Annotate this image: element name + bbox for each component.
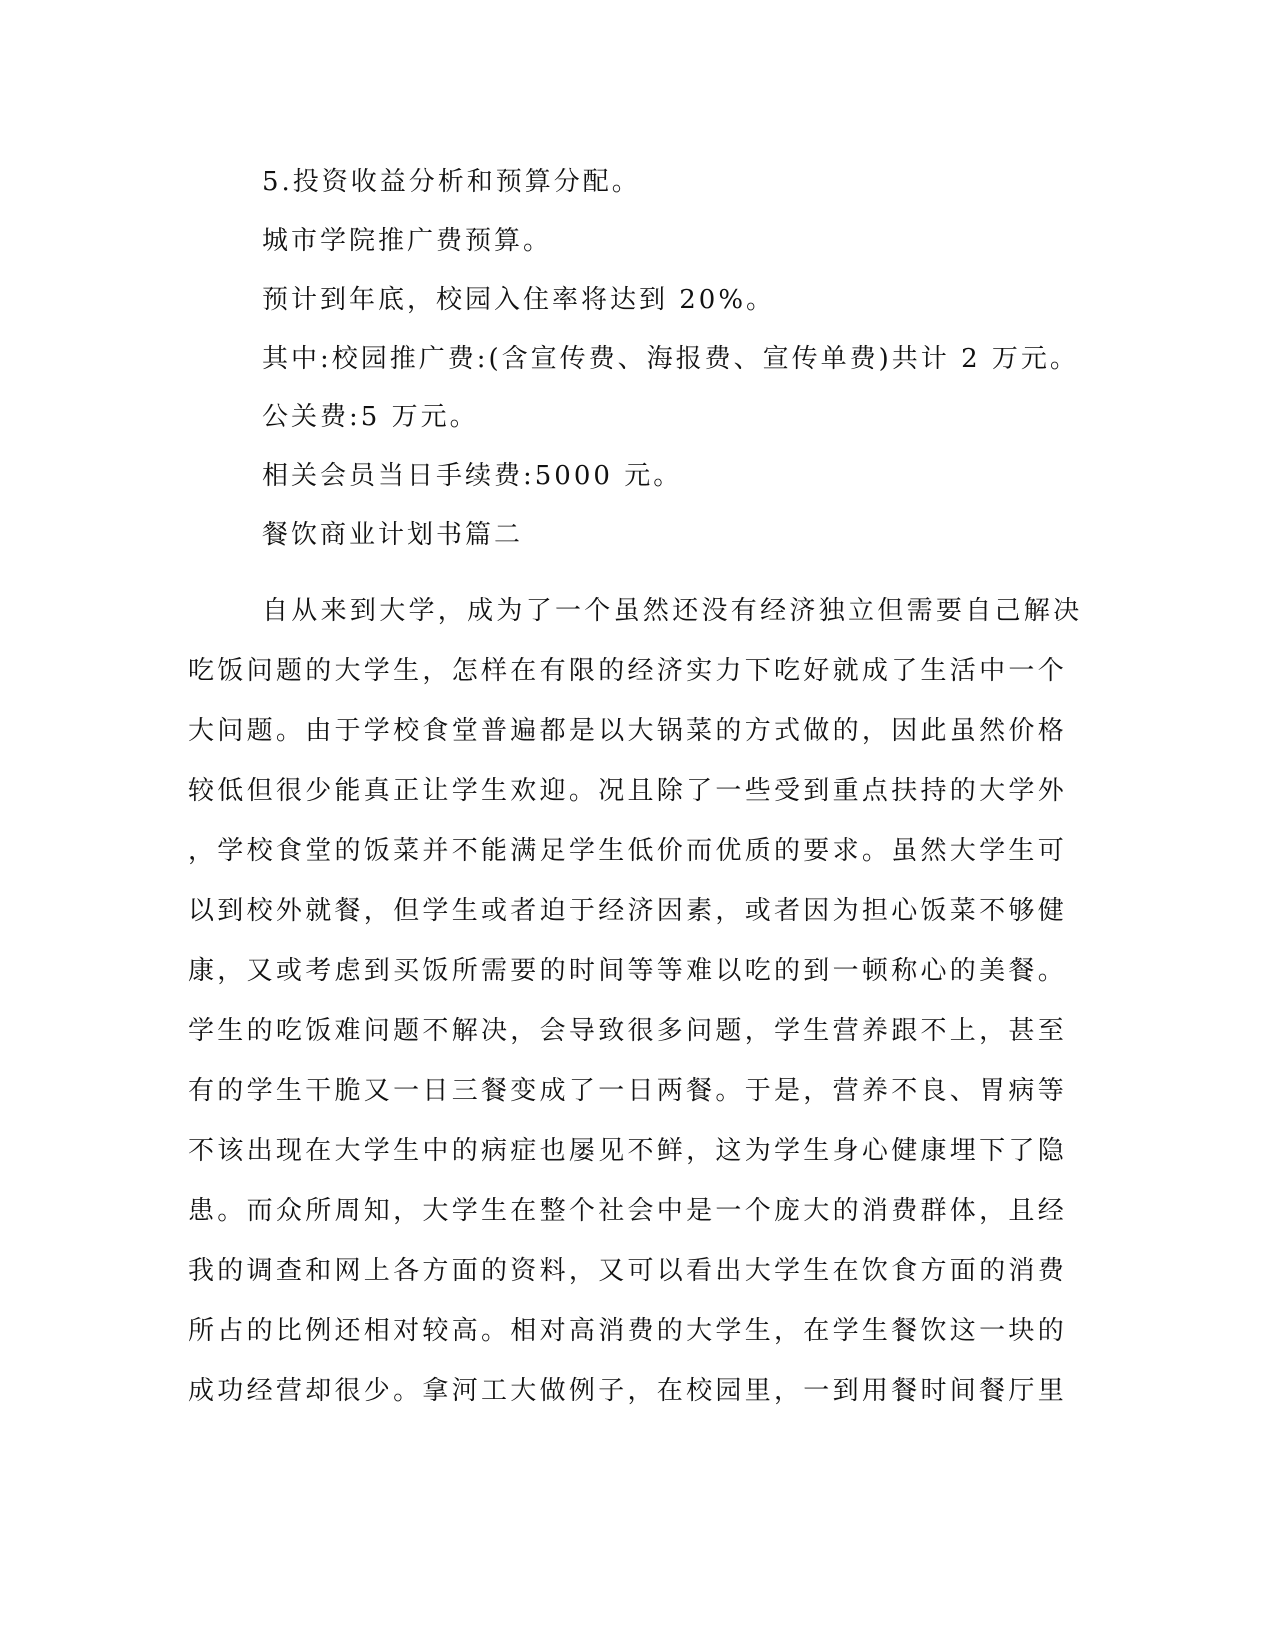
paragraph-line: 成功经营却很少。拿河工大做例子，在校园里，一到用餐时间餐厅里 xyxy=(188,1376,1068,1406)
paragraph-line: 吃饭问题的大学生，怎样在有限的经济实力下吃好就成了生活中一个 xyxy=(188,656,1068,686)
body-paragraph xyxy=(188,581,1083,1421)
paragraph-line: 有的学生干脆又一日三餐变成了一日两餐。于是，营养不良、胃病等 xyxy=(188,1076,1068,1106)
paragraph-line: 自从来到大学，成为了一个虽然还没有经济独立但需要自己解决 xyxy=(262,596,1083,626)
paragraph-line: 不该出现在大学生中的病症也屡见不鲜，这为学生身心健康埋下了隐 xyxy=(188,1136,1068,1166)
paragraph-line: 学生的吃饭难问题不解决，会导致很多问题，学生营养跟不上，甚至 xyxy=(188,1016,1068,1046)
section-heading-investment: 5.投资收益分析和预算分配。 xyxy=(262,167,641,197)
promotion-fee-line: 其中:校园推广费:(含宣传费、海报费、宣传单费)共计 2 万元。 xyxy=(262,344,1079,374)
paragraph-line: 康，又或考虑到买饭所需要的时间等等难以吃的到一顿称心的美餐。 xyxy=(188,956,1068,986)
paragraph-line: 大问题。由于学校食堂普遍都是以大锅菜的方式做的，因此虽然价格 xyxy=(188,716,1068,746)
budget-title: 城市学院推广费预算。 xyxy=(262,226,553,256)
paragraph-line: 所占的比例还相对较高。相对高消费的大学生，在学生餐饮这一块的 xyxy=(188,1316,1068,1346)
occupancy-line: 预计到年底，校园入住率将达到 20%。 xyxy=(262,285,776,315)
pr-fee-line: 公关费:5 万元。 xyxy=(262,402,479,432)
paragraph-line: 较低但很少能真正让学生欢迎。况且除了一些受到重点扶持的大学外 xyxy=(188,776,1068,806)
paragraph-line: 患。而众所周知，大学生在整个社会中是一个庞大的消费群体，且经 xyxy=(188,1196,1068,1226)
paragraph-line: 我的调查和网上各方面的资料，又可以看出大学生在饮食方面的消费 xyxy=(188,1256,1068,1286)
paragraph-line: 以到校外就餐，但学生或者迫于经济因素，或者因为担心饭菜不够健 xyxy=(188,896,1068,926)
paragraph-line: ，学校食堂的饭菜并不能满足学生低价而优质的要求。虽然大学生可 xyxy=(188,836,1068,866)
part-two-heading: 餐饮商业计划书篇二 xyxy=(262,520,524,550)
member-fee-line: 相关会员当日手续费:5000 元。 xyxy=(262,461,683,491)
